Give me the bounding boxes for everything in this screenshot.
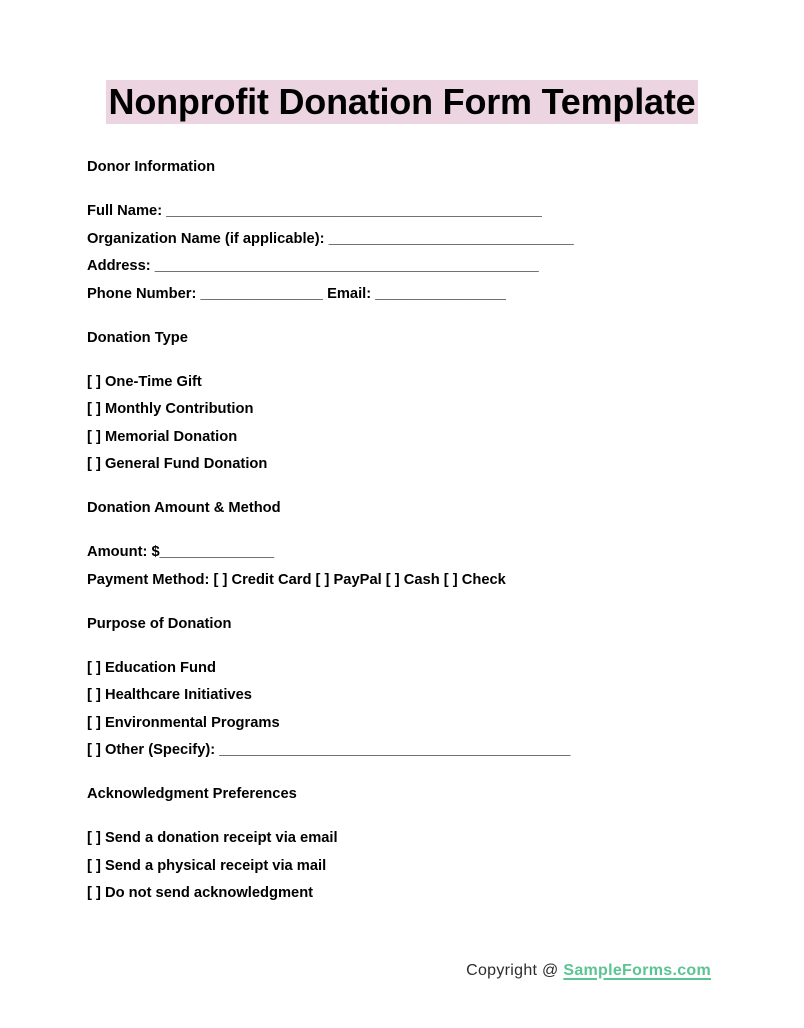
checkbox-option-monthly-contribution — [87, 396, 724, 424]
footer — [0, 957, 804, 984]
field-amount — [87, 539, 724, 567]
section-heading-donor-information — [87, 154, 724, 182]
field-label-payment-method: Payment Method: — [87, 571, 210, 588]
field-address — [87, 253, 724, 281]
copyright-text: Copyright @ — [466, 961, 559, 979]
checkbox-option-general-fund-donation — [87, 451, 724, 479]
field-full-name — [87, 198, 724, 226]
section-heading: Donation Amount & Method — [87, 500, 281, 516]
checkbox-option-label: Send a physical receipt via mail — [104, 857, 327, 874]
sampleforms-link[interactable]: SampleForms.com — [563, 961, 711, 979]
checkbox-option-label: Environmental Programs — [104, 714, 280, 731]
field-label-full-name: Full Name: — [87, 203, 163, 219]
acknowledgment-preferences-options — [87, 825, 724, 908]
section-heading-acknowledgment-preferences — [87, 781, 724, 809]
checkbox-option-memorial-donation — [87, 424, 724, 452]
checkbox-option-label: Cash — [403, 571, 440, 588]
checkbox-option-no-acknowledgment — [87, 880, 724, 908]
checkbox-icon: [ ] — [443, 571, 458, 588]
field-label-phone-number: Phone Number: — [87, 285, 197, 302]
field-phone-email — [87, 281, 724, 309]
checkbox-option-label: Healthcare Initiatives — [104, 687, 252, 703]
blank-line-amount: ______________ — [159, 544, 274, 560]
checkbox-icon: [ ] — [87, 687, 101, 703]
checkbox-icon: [ ] — [385, 571, 400, 588]
donation-type-options — [87, 369, 724, 479]
field-payment-method — [87, 567, 724, 595]
blank-line-full-name: ______________________________________________ — [166, 203, 542, 219]
purpose-of-donation-options — [87, 655, 724, 765]
checkbox-option-label: Monthly Contribution — [104, 401, 254, 417]
checkbox-icon: [ ] — [87, 714, 101, 731]
form-body — [87, 154, 724, 908]
section-heading: Acknowledgment Preferences — [87, 786, 297, 802]
blank-line-other-specify: ___________________________________________ — [219, 742, 571, 758]
checkbox-option-education-fund — [87, 655, 724, 683]
checkbox-option-environmental-programs — [87, 710, 724, 738]
checkbox-option-label: General Fund Donation — [104, 456, 268, 472]
checkbox-icon: [ ] — [87, 456, 101, 472]
checkbox-option-label: Send a donation receipt via email — [104, 830, 338, 846]
checkbox-icon: [ ] — [213, 571, 228, 588]
checkbox-icon: [ ] — [87, 659, 101, 676]
field-label-organization-name: Organization Name (if applicable): — [87, 230, 325, 247]
checkbox-icon: [ ] — [87, 428, 101, 445]
checkbox-option-other-specify — [87, 737, 724, 765]
section-heading: Donor Information — [87, 159, 216, 175]
blank-line-address: _______________________________________________ — [154, 258, 539, 274]
checkbox-icon: [ ] — [87, 401, 101, 417]
checkbox-icon: [ ] — [315, 571, 330, 588]
checkbox-option-label: One-Time Gift — [104, 373, 202, 390]
field-label-address: Address: — [87, 258, 151, 274]
checkbox-icon: [ ] — [87, 742, 101, 758]
checkbox-option-label: PayPal — [333, 571, 382, 588]
blank-line-phone-number: _______________ — [200, 285, 323, 302]
checkbox-option-receipt-via-mail — [87, 853, 724, 881]
checkbox-option-healthcare-initiatives — [87, 682, 724, 710]
checkbox-option-receipt-via-email — [87, 825, 724, 853]
checkbox-icon: [ ] — [87, 857, 101, 874]
title-area — [0, 0, 804, 124]
checkbox-option-one-time-gift — [87, 369, 724, 397]
field-label-email: Email: — [327, 285, 372, 302]
blank-line-email: ________________ — [375, 285, 506, 302]
section-heading: Purpose of Donation — [87, 615, 232, 632]
checkbox-icon: [ ] — [87, 830, 101, 846]
donation-amount-method-fields — [87, 539, 724, 594]
checkbox-option-label: Education Fund — [104, 659, 216, 676]
checkbox-option-label: Memorial Donation — [104, 428, 238, 445]
checkbox-icon: [ ] — [87, 885, 101, 901]
page-title: Nonprofit Donation Form Template — [106, 80, 699, 124]
field-label-amount: Amount: $ — [87, 544, 160, 560]
donor-information-fields — [87, 198, 724, 308]
section-heading-purpose-of-donation — [87, 611, 724, 639]
section-heading-donation-type — [87, 325, 724, 353]
blank-line-organization-name: ______________________________ — [328, 230, 574, 247]
checkbox-option-label: Do not send acknowledgment — [104, 885, 314, 901]
field-label-other-specify: Other (Specify): — [104, 742, 216, 758]
checkbox-option-label: Credit Card — [231, 571, 312, 588]
checkbox-icon: [ ] — [87, 373, 101, 390]
section-heading: Donation Type — [87, 329, 188, 346]
section-heading-donation-amount-method — [87, 495, 724, 523]
checkbox-option-label: Check — [461, 571, 506, 588]
field-organization-name — [87, 226, 724, 254]
